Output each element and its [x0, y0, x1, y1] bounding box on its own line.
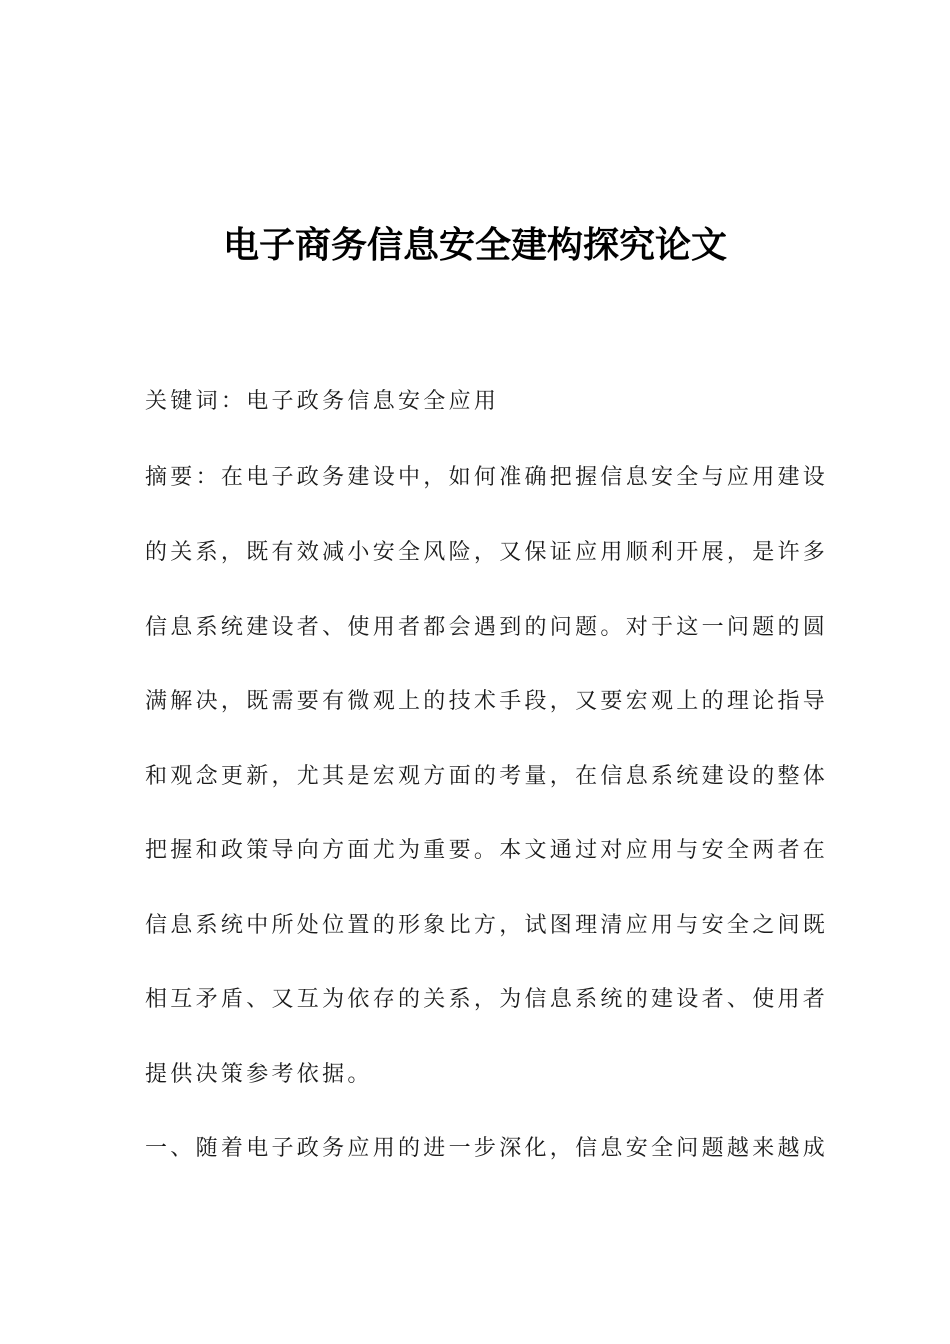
- abstract-line-1: 摘要：在电子政务建设中，如何准确把握信息安全与应用建设: [145, 465, 829, 490]
- abstract-line-5: 和观念更新，尤其是宏观方面的考量，在信息系统建设的整体: [145, 764, 829, 789]
- abstract-line-6: 把握和政策导向方面尤为重要。本文通过对应用与安全两者在: [145, 838, 829, 863]
- abstract-line-7: 信息系统中所处位置的形象比方，试图理清应用与安全之间既: [145, 913, 829, 938]
- abstract-line-3: 信息系统建设者、使用者都会遇到的问题。对于这一问题的圆: [145, 615, 829, 640]
- section-one-line-1: 一、随着电子政务应用的进一步深化，信息安全问题越来越成: [145, 1136, 829, 1161]
- keywords-line: 关键词：电子政务信息安全应用: [145, 389, 500, 414]
- abstract-line-4: 满解决，既需要有微观上的技术手段，又要宏观上的理论指导: [145, 689, 829, 714]
- document-title: 电子商务信息安全建构探究论文: [222, 225, 727, 266]
- abstract-line-2: 的关系，既有效减小安全风险，又保证应用顺利开展，是许多: [145, 540, 829, 565]
- abstract-line-8: 相互矛盾、又互为依存的关系，为信息系统的建设者、使用者: [145, 987, 829, 1012]
- abstract-line-9: 提供决策参考依据。: [145, 1062, 373, 1087]
